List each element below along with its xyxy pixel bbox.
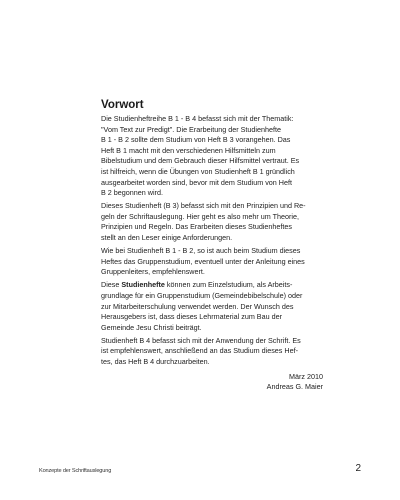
text-line: Dieses Studienheft (B 3) befasst sich mit den Prinzipien und Re- <box>101 201 306 211</box>
text-line: Die Studienheftreihe B 1 - B 4 befasst sich mit der Thematik: <box>101 114 294 123</box>
text-line: ist hilfreich, wenn die Übungen von Studienheft B 1 gründlich <box>101 166 295 176</box>
text-line: ausgearbeitet worden sind, bevor mit dem Studium von Heft <box>101 177 292 187</box>
text-line: Wie bei Studienheft B 1 - B 2, so ist auch beim Studium dieses <box>101 246 301 256</box>
text-line: Prinzipien und Regeln. Das Erarbeiten dieses Studienheftes <box>101 222 292 232</box>
text-segment: Diese <box>101 280 122 290</box>
paragraph-4 <box>101 280 323 333</box>
text-line <box>101 280 323 291</box>
text-line: Herausgebers ist, dass dieses Lehrmaterial zum Bau der <box>101 312 282 322</box>
page-number: 2 <box>355 463 361 474</box>
text-line: Gemeinde Jesu Christi beiträgt. <box>101 322 202 332</box>
text-line: Gruppenleiters, empfehlenswert. <box>101 267 205 277</box>
signature-block <box>101 372 323 393</box>
text-line: "Vom Text zur Predigt". Die Erarbeitung der Studienhefte <box>101 124 281 134</box>
text-line: Heftes das Gruppenstudium, eventuell unter der Anleitung eines <box>101 256 305 266</box>
text-line: Studienheft B 4 befasst sich mit der Anwendung der Schrift. Es <box>101 335 301 345</box>
paragraph-2 <box>101 201 323 243</box>
text-line: Heft B 1 macht mit den verschiedenen Hilfsmitteln zum <box>101 145 276 155</box>
signature-author: Andreas G. Maier <box>266 382 323 392</box>
paragraph-1 <box>101 114 323 199</box>
paragraph-5 <box>101 336 323 368</box>
paragraph-3 <box>101 246 323 278</box>
text-line: Bibelstudium und dem Gebrauch dieser Hilfsmittel vertraut. Es <box>101 156 300 166</box>
text-line: stellt an den Leser einige Anforderungen. <box>101 233 233 243</box>
preface-heading: Vorwort <box>101 99 144 111</box>
text-line: ist empfehlenswert, anschließend an das Studium dieses Hef- <box>101 346 298 356</box>
preface-section <box>101 98 323 393</box>
text-line: zur Mitarbeiterschulung verwendet werden. Der Wunsch des <box>101 301 294 311</box>
emphasis-studienhefte: Studienhefte <box>121 280 165 290</box>
text-line: B 1 - B 2 sollte dem Studium von Heft B 3 vorangehen. Das <box>101 135 291 145</box>
footer-title: Konzepte der Schriftauslegung <box>39 468 112 474</box>
text-segment: können zum Einzelstudium, als Arbeits- <box>164 280 293 290</box>
text-line: geln der Schriftauslegung. Hier geht es also mehr um Theorie, <box>101 211 300 221</box>
text-line: tes, das Heft B 4 durchzuarbeiten. <box>101 357 210 367</box>
text-line: B 2 begonnen wird. <box>101 188 163 198</box>
signature-date: März 2010 <box>289 371 323 381</box>
text-line: grundlage für ein Gruppenstudium (Gemeindebibelschule) oder <box>101 291 303 300</box>
